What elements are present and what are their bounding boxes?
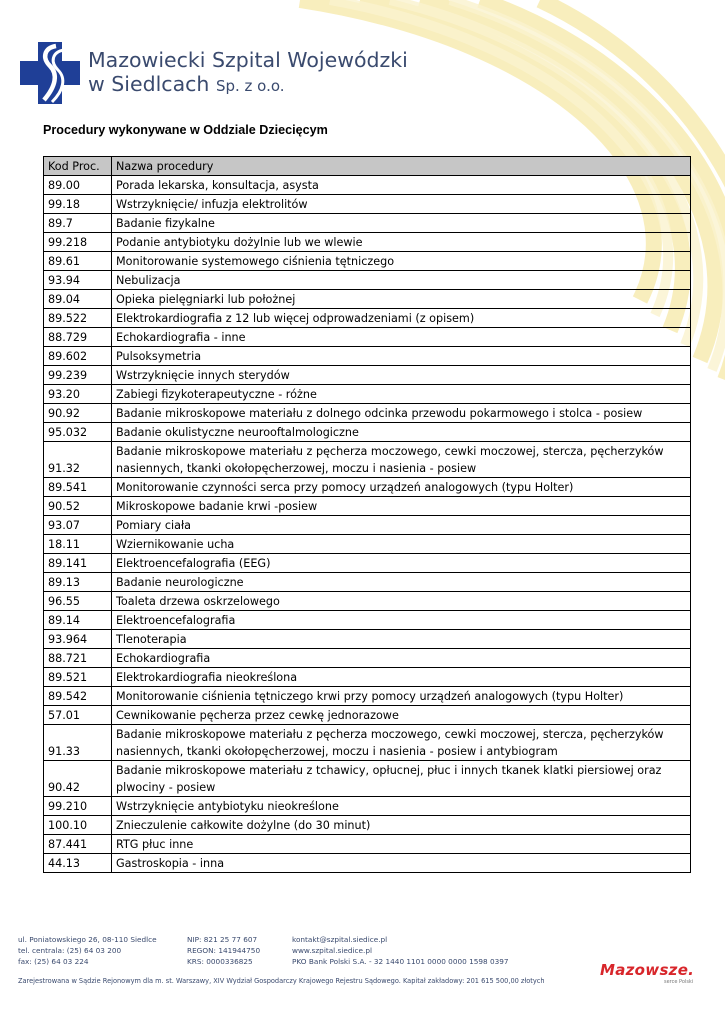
mazowsze-logo-text: Mazowsze. [600, 961, 695, 979]
procedure-code: 93.94 [44, 271, 112, 290]
procedure-code: 90.52 [44, 497, 112, 516]
procedures-table [43, 156, 691, 873]
table-row [44, 835, 691, 854]
hospital-name-line1: Mazowiecki Szpital Wojewódzki [88, 48, 408, 72]
procedure-code: 99.239 [44, 366, 112, 385]
footer-phone: tel. centrala: (25) 64 03 200 [18, 946, 122, 955]
table-row [44, 611, 691, 630]
table-row [44, 687, 691, 706]
procedure-name: Toaleta drzewa oskrzelowego [112, 592, 691, 611]
table-row [44, 290, 691, 309]
footer-address-line: ul. Poniatowskiego 26, 08-110 Siedlce [18, 935, 157, 944]
footer-krs: KRS: 0000336825 [187, 957, 253, 966]
table-row [44, 797, 691, 816]
table-row [44, 497, 691, 516]
procedure-name: Opieka pielęgniarki lub położnej [112, 290, 691, 309]
procedure-name: Badanie okulistyczne neurooftalmologiczne [112, 423, 691, 442]
table-row [44, 442, 691, 478]
procedure-name: Zabiegi fizykoterapeutyczne - różne [112, 385, 691, 404]
procedure-name: Gastroskopia - inna [112, 854, 691, 873]
procedure-name: Elektrokardiografia nieokreślona [112, 668, 691, 687]
procedure-name: Porada lekarska, konsultacja, asysta [112, 176, 691, 195]
procedure-code: 89.602 [44, 347, 112, 366]
table-row [44, 233, 691, 252]
procedure-name: Mikroskopowe badanie krwi -posiew [112, 497, 691, 516]
procedure-code: 99.210 [44, 797, 112, 816]
hospital-logo-icon [20, 42, 80, 104]
procedure-code: 87.441 [44, 835, 112, 854]
procedure-code: 99.18 [44, 195, 112, 214]
footer-website-link[interactable]: www.szpital.siedice.pl [292, 946, 372, 955]
table-row [44, 554, 691, 573]
procedure-name: Badanie mikroskopowe materiału z dolnego odcinka przewodu pokarmowego i stolca - posiew [112, 404, 691, 423]
procedure-name: Monitorowanie czynności serca przy pomocy urządzeń analogowych (typu Holter) [112, 478, 691, 497]
procedure-code: 96.55 [44, 592, 112, 611]
procedure-code: 89.521 [44, 668, 112, 687]
procedure-code: 93.20 [44, 385, 112, 404]
hospital-name [88, 48, 428, 98]
mazowsze-logo-tagline: serce Polski [664, 979, 694, 985]
procedure-code: 18.11 [44, 535, 112, 554]
procedure-code: 88.729 [44, 328, 112, 347]
table-row [44, 176, 691, 195]
table-row [44, 725, 691, 761]
column-header-code: Kod Proc. [44, 157, 112, 176]
procedure-name: Elektrokardiografia z 12 lub więcej odprowadzeniami (z opisem) [112, 309, 691, 328]
footer-ids [187, 934, 260, 967]
table-row [44, 214, 691, 233]
table-row [44, 347, 691, 366]
procedure-code: 91.33 [44, 725, 112, 761]
table-body [44, 176, 691, 873]
procedure-code: 44.13 [44, 854, 112, 873]
procedure-code: 90.92 [44, 404, 112, 423]
table-row [44, 195, 691, 214]
procedure-name: Znieczulenie całkowite dożylne (do 30 minut) [112, 816, 691, 835]
table-row [44, 761, 691, 797]
procedure-name: Badanie fizykalne [112, 214, 691, 233]
procedure-code: 89.542 [44, 687, 112, 706]
procedure-code: 88.721 [44, 649, 112, 668]
footer-fax: fax: (25) 64 03 224 [18, 957, 89, 966]
table-row [44, 573, 691, 592]
table-row [44, 706, 691, 725]
page-title: Procedury wykonywane w Oddziale Dziecięcym [43, 123, 328, 137]
table-row [44, 404, 691, 423]
table-row [44, 252, 691, 271]
procedure-code: 89.141 [44, 554, 112, 573]
footer-nip: NIP: 821 25 77 607 [187, 935, 258, 944]
hospital-name-line2: w Siedlcach [88, 72, 210, 96]
procedure-name: RTG płuc inne [112, 835, 691, 854]
footer-regon: REGON: 141944750 [187, 946, 261, 955]
procedure-name: Pulsoksymetria [112, 347, 691, 366]
procedure-code: 90.42 [44, 761, 112, 797]
footer-address [18, 934, 157, 967]
table-row [44, 630, 691, 649]
table-row [44, 649, 691, 668]
procedure-name: Badanie neurologiczne [112, 573, 691, 592]
procedure-code: 93.964 [44, 630, 112, 649]
footer-contact [292, 934, 509, 967]
procedure-name: Echokardiografia [112, 649, 691, 668]
procedure-code: 89.7 [44, 214, 112, 233]
procedure-code: 95.032 [44, 423, 112, 442]
mazowsze-logo [600, 960, 700, 990]
procedure-name: Badanie mikroskopowe materiału z tchawicy, opłucnej, płuc i innych tkanek klatki piersiowej oraz plwociny - posiew [112, 761, 691, 797]
table-row [44, 271, 691, 290]
table-row [44, 535, 691, 554]
procedure-name: Monitorowanie systemowego ciśnienia tętniczego [112, 252, 691, 271]
procedure-name: Cewnikowanie pęcherza przez cewkę jednorazowe [112, 706, 691, 725]
table-row [44, 328, 691, 347]
procedure-name: Nebulizacja [112, 271, 691, 290]
procedure-name: Wstrzyknięcie/ infuzja elektrolitów [112, 195, 691, 214]
table-row [44, 385, 691, 404]
table-row [44, 516, 691, 535]
footer-bank-account: PKO Bank Polski S.A. - 32 1440 1101 0000 0000 1598 0397 [292, 957, 509, 966]
procedure-name: Elektroencefalografia [112, 611, 691, 630]
procedure-code: 89.13 [44, 573, 112, 592]
procedure-code: 89.522 [44, 309, 112, 328]
procedure-code: 93.07 [44, 516, 112, 535]
procedure-code: 91.32 [44, 442, 112, 478]
procedure-code: 100.10 [44, 816, 112, 835]
column-header-name: Nazwa procedury [112, 157, 691, 176]
procedure-code: 99.218 [44, 233, 112, 252]
procedure-name: Wstrzyknięcie antybiotyku nieokreślone [112, 797, 691, 816]
procedure-code: 89.04 [44, 290, 112, 309]
procedure-name: Pomiary ciała [112, 516, 691, 535]
procedure-code: 89.00 [44, 176, 112, 195]
table-row [44, 854, 691, 873]
table-row [44, 668, 691, 687]
procedure-name: Monitorowanie ciśnienia tętniczego krwi przy pomocy urządzeń analogowych (typu Holter) [112, 687, 691, 706]
procedure-name: Echokardiografia - inne [112, 328, 691, 347]
table-row [44, 309, 691, 328]
procedure-code: 57.01 [44, 706, 112, 725]
table-row [44, 366, 691, 385]
table-header-row [44, 157, 691, 176]
table-row [44, 478, 691, 497]
procedure-name: Podanie antybiotyku dożylnie lub we wlewie [112, 233, 691, 252]
footer [0, 920, 725, 1024]
table-row [44, 816, 691, 835]
procedure-name: Badanie mikroskopowe materiału z pęcherza moczowego, cewki moczowej, stercza, pęcherzyków nasiennych, tkanki okołopęcherzowej, moczu i nasienia - posiew [112, 442, 691, 478]
hospital-name-suffix: Sp. z o.o. [215, 77, 285, 95]
footer-registration: Zarejestrowana w Sądzie Rejonowym dla m. st. Warszawy, XIV Wydział Gospodarczy Krajowego Rejestru Sądowego. Kapitał zakładowy: 201 615 500,00 złotych [18, 977, 545, 985]
procedure-name: Wziernikowanie ucha [112, 535, 691, 554]
footer-email-link[interactable]: kontakt@szpital.siedice.pl [292, 935, 388, 944]
procedure-name: Wstrzyknięcie innych sterydów [112, 366, 691, 385]
procedure-name: Badanie mikroskopowe materiału z pęcherza moczowego, cewki moczowej, stercza, pęcherzyków nasiennych, tkanki okołopęcherzowej, moczu i nasienia - posiew i antybiogram [112, 725, 691, 761]
table-row [44, 592, 691, 611]
procedure-code: 89.541 [44, 478, 112, 497]
table-row [44, 423, 691, 442]
procedure-name: Tlenoterapia [112, 630, 691, 649]
procedure-code: 89.61 [44, 252, 112, 271]
procedure-name: Elektroencefalografia (EEG) [112, 554, 691, 573]
procedure-code: 89.14 [44, 611, 112, 630]
